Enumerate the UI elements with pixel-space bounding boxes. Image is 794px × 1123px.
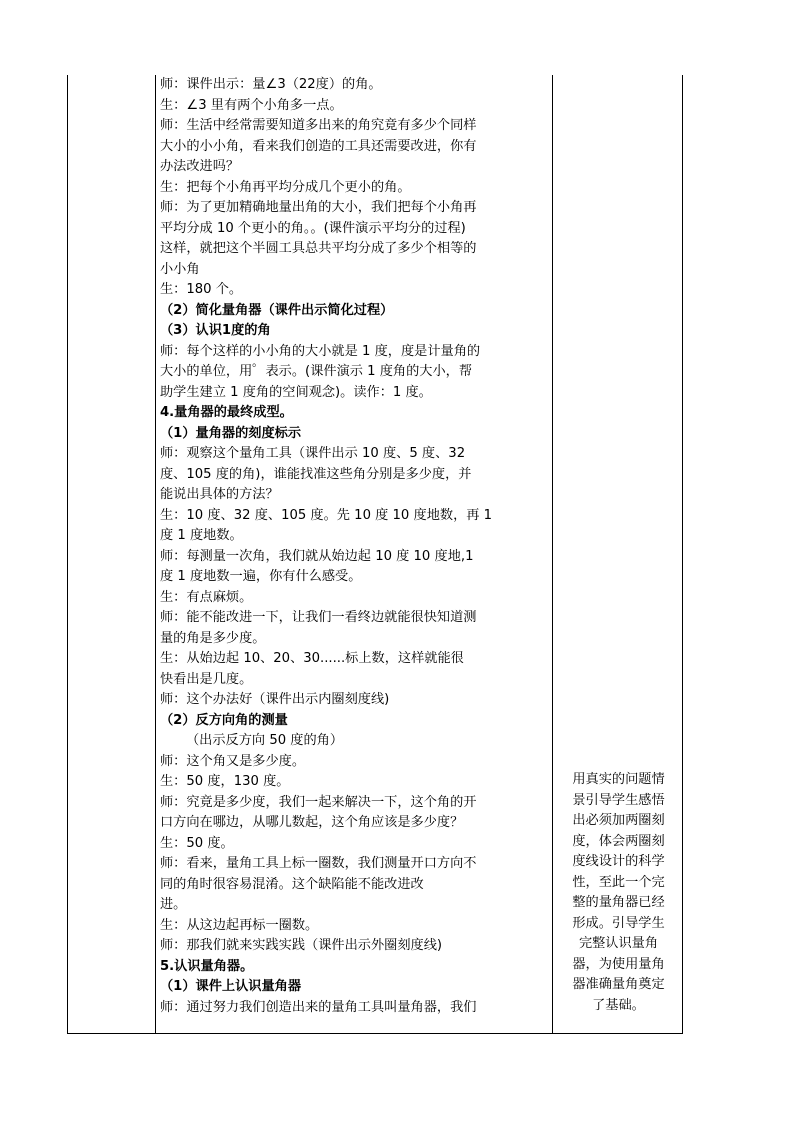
text-line: 大小的小小角，看来我们创造的工具还需要改进，你有	[160, 138, 477, 154]
design-note-line: 整的量角器已经	[572, 895, 665, 910]
text-line: （出示反方向 50 度的角）	[186, 733, 344, 748]
design-intent-column	[554, 770, 683, 1016]
text-line: 生：从这边起再标一圈数。	[160, 917, 319, 933]
text-line: 办法改进吗？	[160, 159, 240, 174]
design-note-line: 器，为使用量角	[572, 956, 665, 972]
text-line: 生：∠3 里有两个小角多一点。	[160, 97, 343, 113]
text-line: 师：那我们就来实践实践（课件出示外圈刻度线)	[160, 938, 443, 953]
text-line: 师：这个办法好（课件出示内圈刻度线)	[160, 692, 390, 707]
text-line: 度、105 度的角)，谁能找准这些角分别是多少度，并	[160, 466, 472, 482]
text-line: 这样，就把这个半圆工具总共平均分成了多少个相等的	[160, 241, 477, 256]
text-line: 师：看来，量角工具上标一圈数，我们测量开口方向不	[160, 856, 477, 871]
text-line: 师：能不能改进一下，让我们一看终边就能很快知道测	[160, 610, 477, 625]
text-line: 量的角是多少度。	[160, 630, 266, 646]
text-line: 生：有点麻烦。	[160, 589, 253, 605]
table-border-bottom	[67, 1033, 683, 1034]
text-line: 师：这个角又是多少度。	[160, 753, 306, 769]
text-line: 师：究竟是多少度，我们一起来解决一下，这个角的开	[160, 794, 477, 810]
section-heading: （1）量角器的刻度标示	[160, 425, 302, 441]
teaching-process-column	[157, 75, 555, 1018]
text-line: 平均分成 10 个更小的角。。(课件演示平均分的过程)	[160, 220, 466, 236]
design-note-line: 完整认识量角	[578, 936, 659, 951]
design-note-line: 形成。引导学生	[572, 915, 665, 931]
text-line: 师：生活中经常需要知道多出来的角究竟有多少个同样	[160, 118, 477, 133]
text-line: 师：课件出示：量∠3（22度）的角。	[160, 77, 382, 92]
text-line: 生：50 度。	[160, 835, 234, 851]
text-line: 快看出是几度。	[160, 671, 253, 687]
text-line: 小小角	[160, 261, 200, 277]
text-line: 师：观察这个量角工具（课件出示 10 度、5 度、32	[160, 446, 466, 461]
text-line: 生：10 度、32 度、105 度。先 10 度 10 度地数，再 1	[160, 507, 493, 523]
section-heading: 5.认识量角器。	[160, 958, 254, 974]
design-note-line: 度，体会两圈刻	[572, 833, 665, 849]
section-heading: （1）课件上认识量角器	[160, 979, 302, 994]
text-line: 师：每个这样的小小角的大小就是 1 度，度是计量角的	[160, 343, 481, 359]
text-line: 生：50 度，130 度。	[160, 774, 290, 789]
text-line: 生：180 个。	[160, 282, 243, 297]
table-border-left	[67, 75, 68, 1034]
text-line: 生：把每个小角再平均分成几个更小的角。	[160, 179, 411, 195]
text-line: 进。	[160, 897, 187, 912]
section-heading: 4.量角器的最终成型。	[160, 405, 293, 420]
text-line: 度 1 度地数一遍，你有什么感受。	[160, 569, 362, 584]
text-line: 能说出具体的方法？	[160, 487, 279, 502]
column-divider-1	[155, 75, 156, 1034]
text-line: 同的角时很容易混淆。这个缺陷能不能改进改	[160, 876, 424, 892]
section-heading: （2）简化量角器（课件出示简化过程）	[160, 302, 394, 318]
section-heading: （2）反方向角的测量	[160, 712, 288, 728]
design-note-line: 景引导学生感悟	[572, 792, 665, 808]
text-line: 师：每测量一次角，我们就从始边起 10 度 10 度地,1	[160, 548, 474, 564]
design-note-line: 性，至此一个完	[572, 874, 665, 890]
lesson-table	[67, 75, 683, 1034]
design-note-line: 出必须加两圈刻	[572, 813, 665, 828]
design-note-line: 用真实的问题情	[572, 772, 665, 787]
text-line: 大小的单位，用゜表示。(课件演示 1 度角的大小，帮	[160, 364, 473, 379]
text-line: 助学生建立 1 度角的空间观念)。读作：1 度。	[160, 384, 432, 400]
section-heading: （3）认识1度的角	[160, 323, 271, 338]
design-note-line: 器准确量角奠定	[572, 977, 665, 992]
text-line: 师：通过努力我们创造出来的量角工具叫量角器，我们	[160, 999, 477, 1015]
text-line: 生：从始边起 10、20、30......标上数，这样就能很	[160, 651, 464, 666]
text-line: 口方向在哪边，从哪儿数起，这个角应该是多少度？	[160, 815, 464, 830]
design-note-line: 了基础。	[592, 997, 645, 1013]
text-line: 师：为了更加精确地量出角的大小，我们把每个小角再	[160, 200, 477, 215]
text-line: 度 1 度地数。	[160, 528, 243, 543]
design-note-line: 度线设计的科学	[572, 854, 665, 869]
